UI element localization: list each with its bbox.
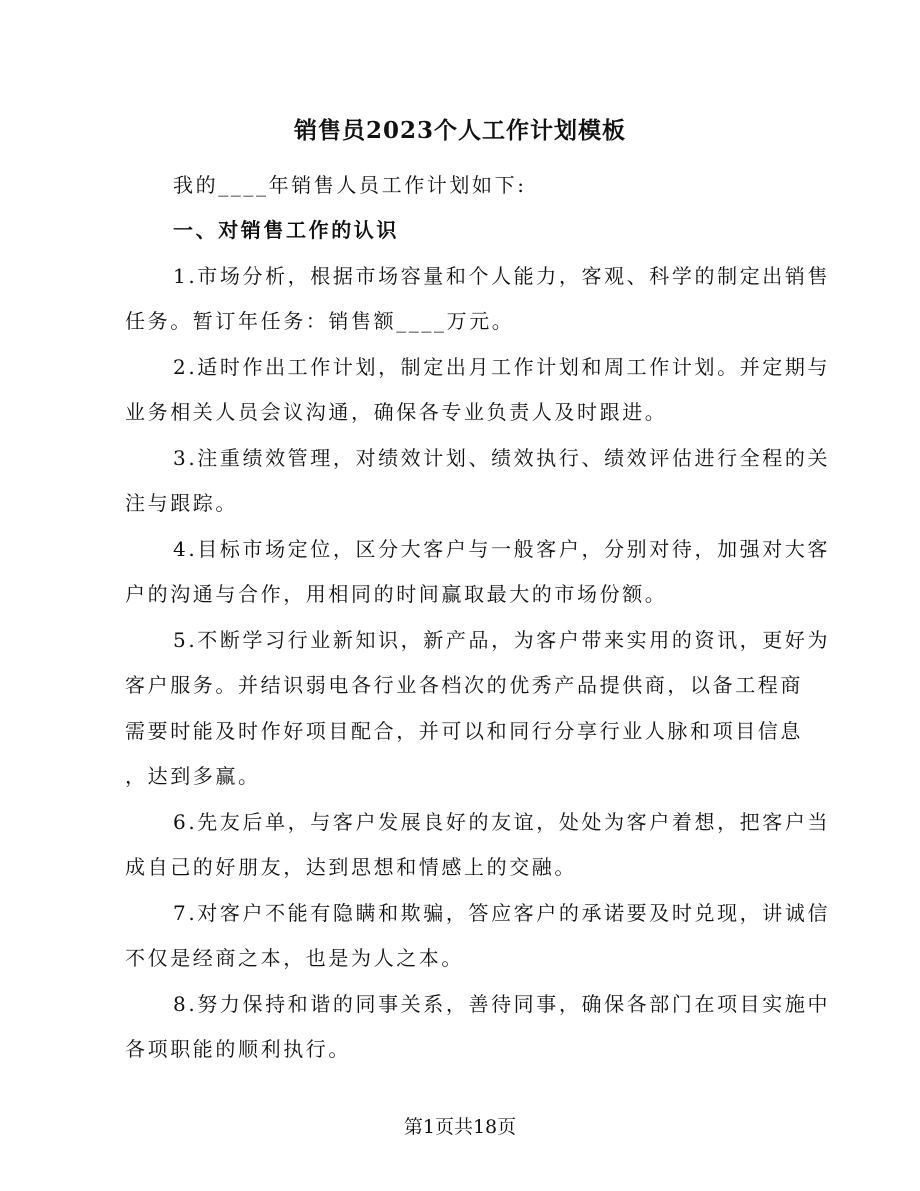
paragraph-3-line-1: 3.注重绩效管理，对绩效计划、绩效执行、绩效评估进行全程的关 <box>173 446 831 470</box>
paragraph-1-line-1: 1.市场分析，根据市场容量和个人能力，客观、科学的制定出销售 <box>173 264 831 288</box>
paragraph-4-line-2: 户的沟通与合作，用相同的时间赢取最大的市场份额。 <box>125 582 668 606</box>
section-heading: 一、对销售工作的认识 <box>173 218 399 242</box>
document-title: 销售员2023个人工作计划模板 <box>293 117 626 144</box>
paragraph-8-line-1: 8.努力保持和谐的同事关系，善待同事，确保各部门在项目实施中 <box>173 992 831 1016</box>
paragraph-1-line-2: 任务。暂订年任务：销售额____万元。 <box>125 309 515 333</box>
paragraph-7-line-1: 7.对客户不能有隐瞒和欺骗，答应客户的承诺要及时兑现，讲诚信 <box>173 901 831 925</box>
paragraph-7-line-2: 不仅是经商之本，也是为人之本。 <box>125 946 464 970</box>
page-number-footer: 第1页共18页 <box>403 1116 517 1138</box>
paragraph-2-line-2: 业务相关人员会议沟通，确保各专业负责人及时跟进。 <box>125 400 668 424</box>
paragraph-8-line-2: 各项职能的顺利执行。 <box>125 1037 351 1061</box>
paragraph-5-line-3: 需要时能及时作好项目配合，并可以和同行分享行业人脉和项目信息 <box>125 719 803 743</box>
paragraph-4-line-1: 4.目标市场定位，区分大客户与一般客户，分别对待，加强对大客 <box>173 537 831 561</box>
paragraph-5-line-1: 5.不断学习行业新知识，新产品，为客户带来实用的资讯，更好为 <box>173 628 831 652</box>
paragraph-5-line-4: ，达到多赢。 <box>125 764 261 788</box>
paragraph-5-line-2: 客户服务。并结识弱电各行业各档次的优秀产品提供商，以备工程商 <box>125 673 803 697</box>
paragraph-6-line-2: 成自己的好朋友，达到思想和情感上的交融。 <box>125 855 577 879</box>
intro-line: 我的____年销售人员工作计划如下: <box>173 173 527 197</box>
paragraph-2-line-1: 2.适时作出工作计划，制定出月工作计划和周工作计划。并定期与 <box>173 355 831 379</box>
paragraph-6-line-1: 6.先友后单，与客户发展良好的友谊，处处为客户着想，把客户当 <box>173 810 831 834</box>
paragraph-3-line-2: 注与跟踪。 <box>125 491 238 515</box>
